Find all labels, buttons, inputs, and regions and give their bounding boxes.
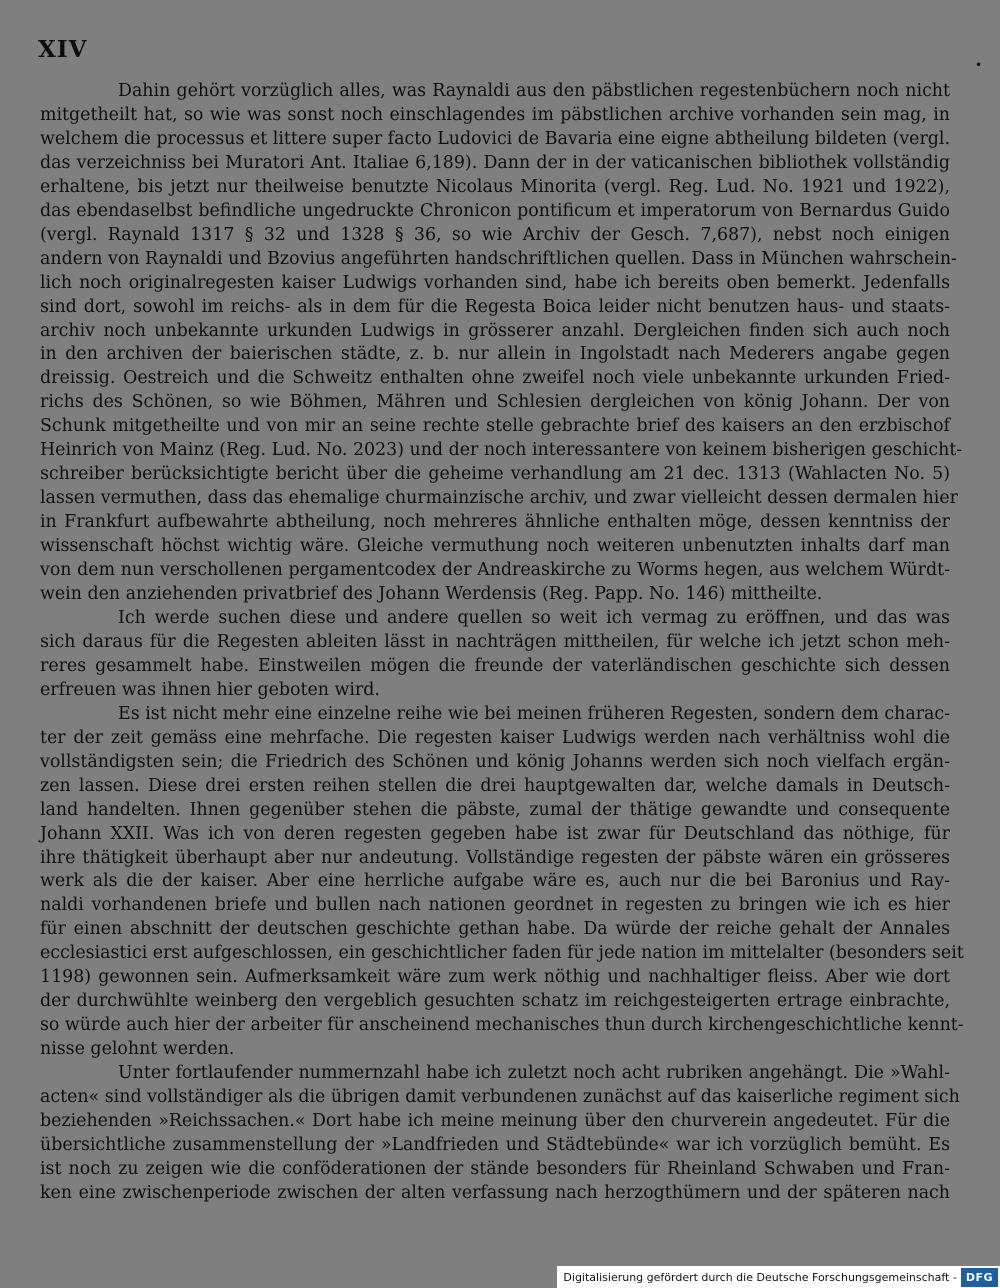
text-line: vollständigsten sein; die Friedrich des Schönen und könig Johanns werden sich noch vielfach ergän- [40, 751, 950, 772]
text-line: lassen vermuthen, dass das ehemalige churmainzische archiv, und zwar vielleicht dessen dermalen hier [40, 488, 958, 509]
text-line: acten« sind vollständiger als die übrigen damit verbundenen zunächst auf das kaiserliche regiment sich [40, 1087, 960, 1108]
text-line: ihre thätigkeit überhaupt aber nur andeutung. Vollständige regesten der päbste wären ein grösseres [40, 847, 950, 868]
text-line: Dahin gehört vorzüglich alles, was Raynaldi aus den päbstlichen regestenbüchern noch nicht [118, 81, 950, 101]
body-text [40, 80, 964, 1206]
text-line: archiv noch unbekannte urkunden Ludwigs in grösserer anzahl. Dergleichen finden sich auch noch [40, 320, 950, 341]
text-line: Johann XXII. Was ich von deren regesten gegeben habe ist zwar für Deutschland das nöthige, für [40, 823, 950, 844]
text-line: Heinrich von Mainz (Reg. Lud. No. 2023) und der noch interessantere von keinem bisherigen geschicht- [40, 440, 963, 461]
dfg-logo: DFG [961, 1268, 998, 1287]
text-line: von dem nun verschollenen pergamentcodex der Andreaskirche zu Worms hegen, aus welchem Würdt- [40, 560, 950, 581]
text-line: (vergl. Raynald 1317 § 32 und 1328 § 36, so wie Archiv der Gesch. 7,687), nebst noch einigen [40, 224, 950, 245]
margin-mark: • [975, 58, 983, 72]
text-line: mitgetheilt hat, so wie was sonst noch einschlagendes im päbstlichen archive vorhanden sein mag, in [40, 104, 950, 125]
text-line: sich daraus für die Regesten ableiten lässt in nachträgen mittheilen, für welche ich jetzt schon meh- [40, 631, 950, 652]
text-line: zen lassen. Diese drei ersten reihen stellen die drei hauptgewalten dar, welche damals in Deutsch- [40, 775, 950, 796]
text-line: beziehenden »Reichssachen.« Dort habe ich meine meinung über den churverein angedeutet. Für die [40, 1110, 950, 1131]
text-line: Schunk mitgetheilte und von mir an seine rechte stelle gebrachte brief des kaisers an den erzbischof [40, 416, 950, 437]
text-line: Es ist nicht mehr eine einzelne reihe wie bei meinen früheren Regesten, sondern dem charac- [118, 703, 950, 724]
text-line: in Frankfurt aufbewahrte abtheilung, noch mehreres ähnliche enthalten möge, dessen kenntniss der [40, 512, 950, 533]
text-line: ter der zeit gemäss eine mehrfache. Die regesten kaiser Ludwigs werden nach verhältniss wohl die [40, 727, 950, 748]
text-line: 1198) gewonnen sein. Aufmerksamkeit wäre zum werk nöthig und nachhaltiger fleiss. Aber wie dort [40, 967, 950, 988]
text-line: reres gesammelt habe. Einstweilen mögen die freunde der vaterländischen geschichte sich dessen [40, 655, 950, 676]
text-line: lich noch originalregesten kaiser Ludwigs vorhanden sind, habe ich bereits oben bemerkt. Jedenfalls [40, 272, 950, 293]
text-line: wissenschaft höchst wichtig wäre. Gleiche vermuthung noch weiteren unbenutzten inhalts darf man [40, 536, 950, 557]
text-line: ecclesiastici erst aufgeschlossen, ein geschichtlicher faden für jede nation im mittelalter (besonders seit [40, 943, 964, 964]
text-line: wein den anziehenden privatbrief des Johann Werdensis (Reg. Papp. No. 146) mittheilte. [40, 584, 823, 605]
text-line: das verzeichniss bei Muratori Ant. Italiae 6,189). Dann der in der vaticanischen bibliothek vollständig [40, 152, 950, 173]
text-line: naldi vorhandenen briefe und bullen nach nationen geordnet in regesten zu bringen wie ich es hier [40, 895, 950, 916]
text-line: nisse gelohnt werden. [40, 1039, 235, 1060]
text-line: in den archiven der baierischen städte, z. b. nur allein in Ingolstadt nach Mederers angabe gegen [40, 344, 950, 365]
text-line: ken eine zwischenperiode zwischen der alten verfassung nach herzogthümern und der späteren nach [40, 1182, 950, 1203]
text-line: dreissig. Oestreich und die Schweitz enthalten ohne zweifel noch viele unbekannte urkunden Fried- [40, 368, 950, 389]
digitization-footer [557, 1266, 1000, 1288]
text-line: werk als die der kaiser. Aber eine herrliche aufgabe wäre es, auch nur die bei Baronius und Ray- [40, 871, 950, 892]
text-line: andern von Raynaldi und Bzovius angeführten handschriftlichen quellen. Dass in München wahrschein- [40, 248, 957, 269]
text-line: Unter fortlaufender nummernzahl habe ich zuletzt noch acht rubriken angehängt. Die »Wahl- [118, 1063, 950, 1084]
text-line: ist noch zu zeigen wie die conföderationen der stände besonders für Rheinland Schwaben und Fran- [40, 1158, 950, 1179]
text-line: Ich werde suchen diese und andere quellen so weit ich vermag zu eröffnen, und das was [118, 607, 950, 628]
text-line: übersichtliche zusammenstellung der »Landfrieden und Städtebünde« war ich vorzüglich bemüht. Es [40, 1134, 950, 1155]
text-line: schreiber berücksichtigte bericht über die geheime verhandlung am 21 dec. 1313 (Wahlacten No. 5) [40, 464, 950, 485]
text-line: land handelten. Ihnen gegenüber stehen die päbste, zumal der thätige gewandte und consequente [40, 799, 950, 820]
text-line: so würde auch hier der arbeiter für anscheinend mechanisches thun durch kirchengeschichtliche kennt- [40, 1015, 964, 1036]
footer-credit-text: Digitalisierung gefördert durch die Deutsche Forschungsgemeinschaft - [563, 1270, 957, 1284]
text-line: der durchwühlte weinberg den vergeblich gesuchten schatz im reichgesteigerten ertrage einbrachte, [40, 991, 950, 1012]
text-line: erfreuen was ihnen hier geboten wird. [40, 679, 380, 700]
text-line: für einen abschnitt der deutschen geschichte gethan habe. Da würde der reiche gehalt der Annales [40, 919, 950, 940]
page-number: XIV [38, 36, 88, 63]
text-line: das ebendaselbst befindliche ungedruckte Chronicon pontificum et imperatorum von Bernardus Guido [40, 200, 950, 221]
text-line: welchem die processus et littere super facto Ludovici de Bavaria eine eigne abtheilung bildeten (vergl. [40, 128, 951, 149]
text-line: sind dort, sowohl im reichs- als in dem für die Regesta Boica leider nicht benutzen haus- und staats- [40, 296, 950, 317]
text-line: richs des Schönen, so wie Böhmen, Mähren und Schlesien dergleichen von könig Johann. Der von [40, 392, 950, 413]
text-line: erhaltene, bis jetzt nur theilweise benutzte Nicolaus Minorita (vergl. Reg. Lud. No. 1921 und 1922), [40, 176, 950, 197]
